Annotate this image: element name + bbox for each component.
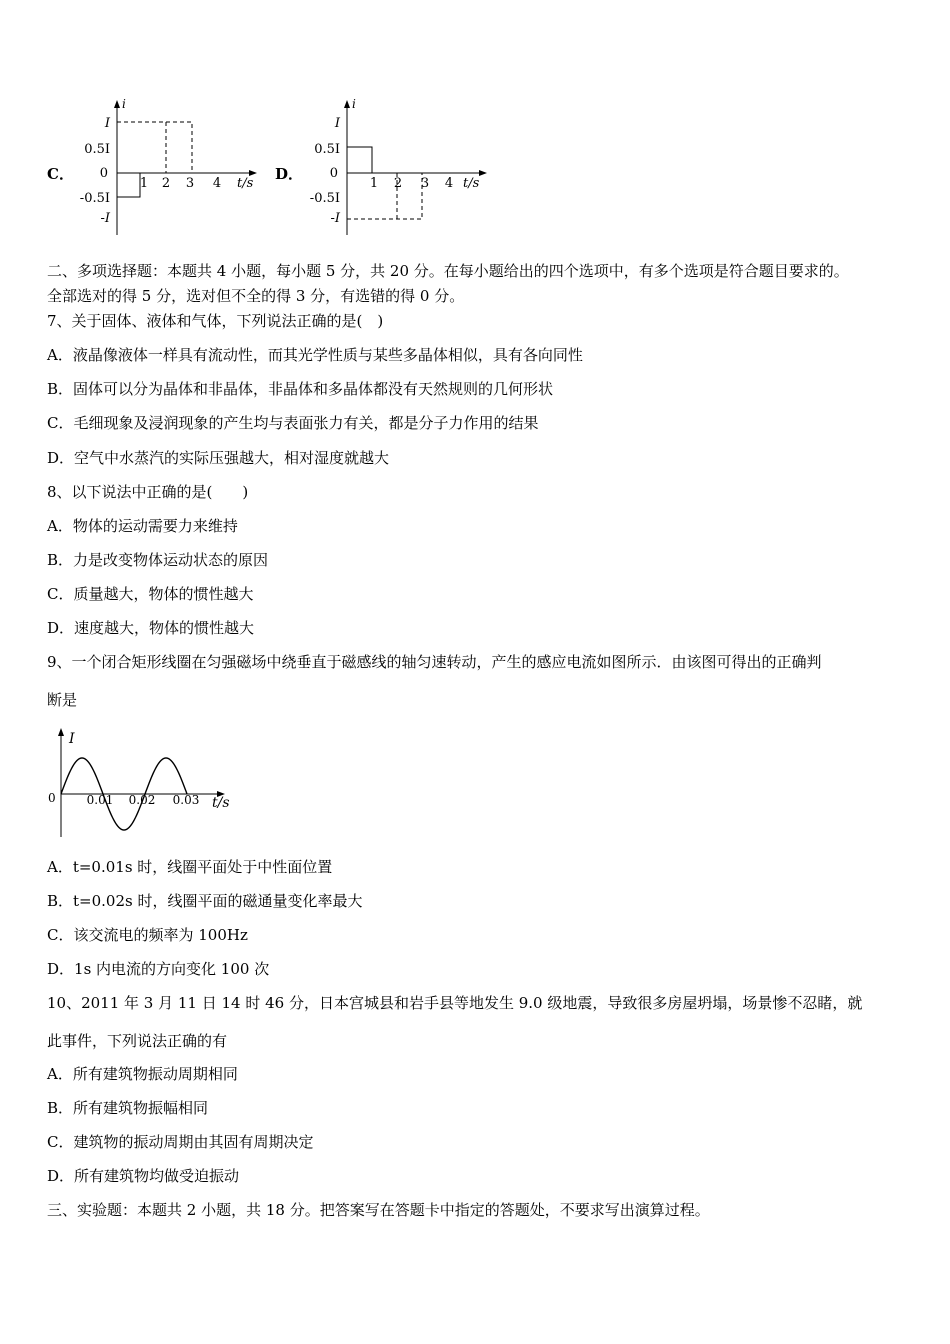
- q9-option-d: D．1s 内电流的方向变化 100 次: [47, 960, 270, 978]
- graph-d-dashed-outline: [347, 173, 422, 219]
- graph-d-ytick: -I: [330, 211, 340, 226]
- graph-d-ytick: 0: [329, 166, 338, 181]
- q8-option-c: C．质量越大，物体的惯性越大: [47, 585, 254, 603]
- q8-option-a: A．物体的运动需要力来维持: [47, 517, 238, 535]
- graph-c-xtick: 4: [212, 176, 222, 191]
- graph-c-ytick: -I: [100, 211, 110, 226]
- q10-option-d: D．所有建筑物均做受迫振动: [47, 1167, 240, 1185]
- q9-current-chart: [40, 725, 240, 843]
- q7-option-a: A．液晶像液体一样具有流动性，而其光学性质与某些多晶体相似，具有各向同性: [47, 346, 583, 364]
- q10-option-a: A．所有建筑物振动周期相同: [47, 1065, 238, 1083]
- graph-d-ytick: I: [334, 116, 340, 131]
- graph-c-ytick: I: [104, 116, 110, 131]
- graph-c-ytick: 0: [99, 166, 108, 181]
- graph-d-ytick: -0.5I: [309, 191, 340, 206]
- graph-c-axis-i: i: [122, 97, 126, 111]
- q9-xtick-label: 0.03: [172, 793, 200, 807]
- q9-stem-line2: 断是: [47, 691, 78, 709]
- section3-header: 三、实验题：本题共 2 小题，共 18 分。把答案写在答题卡中指定的答题处，不要求写出演算过程。: [47, 1201, 710, 1219]
- q8-option-b: B．力是改变物体运动状态的原因: [47, 551, 269, 569]
- graph-d-x-arrow: [479, 170, 487, 176]
- q9-xtick-label: 0.02: [128, 793, 156, 807]
- q10-stem-line2: 此事件，下列说法正确的有: [47, 1032, 228, 1050]
- graph-c-xtick: 1: [139, 176, 149, 191]
- graph-d-ytick: 0.5I: [314, 142, 340, 157]
- q9-stem-line1: 9、一个闭合矩形线圈在匀强磁场中绕垂直于磁感线的轴匀速转动，产生的感应电流如图所示．由该图可得出的正确判: [47, 653, 822, 671]
- graph-d: [300, 95, 500, 240]
- q8-stem: 8、以下说法中正确的是( ): [47, 483, 249, 501]
- graph-c-ytick: -0.5I: [79, 191, 110, 206]
- q9-option-a: A．t=0.01s 时，线圈平面处于中性面位置: [47, 858, 333, 876]
- option-c-label: C．: [47, 165, 74, 183]
- option-d-label: D．: [275, 165, 304, 183]
- q9-option-c: C．该交流电的频率为 100Hz: [47, 926, 248, 944]
- graph-d-y-arrow: [344, 100, 350, 108]
- q7-stem: 7、关于固体、液体和气体，下列说法正确的是( ): [47, 312, 384, 330]
- graph-d-xtick: 3: [420, 176, 430, 191]
- q9-axis-ylabel: I: [69, 731, 75, 747]
- graph-c-dashed-outline: [117, 122, 192, 173]
- graph-d-xtick: 2: [393, 176, 403, 191]
- graph-c-segment-negative: [117, 173, 140, 197]
- q9-axis-xlabel: t/s: [212, 795, 230, 811]
- graph-c-axis-t: t/s: [237, 176, 254, 191]
- graph-d-segment-positive: [347, 147, 372, 173]
- graph-c-y-arrow: [114, 100, 120, 108]
- q10-option-b: B．所有建筑物振幅相同: [47, 1099, 209, 1117]
- graph-c-xtick: 2: [161, 176, 171, 191]
- q8-option-d: D．速度越大，物体的惯性越大: [47, 619, 255, 637]
- graph-c: [70, 95, 270, 240]
- q9-origin-label: 0: [48, 791, 56, 805]
- q7-option-d: D．空气中水蒸汽的实际压强越大，相对湿度就越大: [47, 449, 390, 467]
- graph-d-xtick: 1: [369, 176, 379, 191]
- q10-option-c: C．建筑物的振动周期由其固有周期决定: [47, 1133, 314, 1151]
- graph-d-axis-i: i: [352, 97, 356, 111]
- graph-c-ytick: 0.5I: [84, 142, 110, 157]
- q9-xtick-label: 0.01: [86, 793, 114, 807]
- graph-c-xtick: 3: [185, 176, 195, 191]
- q7-option-b: B．固体可以分为晶体和非晶体，非晶体和多晶体都没有天然规则的几何形状: [47, 380, 554, 398]
- q9-option-b: B．t=0.02s 时，线圈平面的磁通量变化率最大: [47, 892, 363, 910]
- q7-option-c: C．毛细现象及浸润现象的产生均与表面张力有关，都是分子力作用的结果: [47, 414, 539, 432]
- graph-d-axis-t: t/s: [463, 176, 480, 191]
- q9-y-arrow: [58, 728, 64, 736]
- section2-header-line2: 全部选对的得 5 分，选对但不全的得 3 分，有选错的得 0 分。: [47, 287, 465, 305]
- graph-d-xtick: 4: [444, 176, 454, 191]
- section2-header-line1: 二、多项选择题：本题共 4 小题，每小题 5 分，共 20 分。在每小题给出的四个选项中，有多个选项是符合题目要求的。: [47, 262, 849, 280]
- q10-stem-line1: 10、2011 年 3 月 11 日 14 时 46 分，日本宫城县和岩手县等地发生 9.0 级地震，导致很多房屋坍塌，场景惨不忍睹，就: [47, 994, 863, 1012]
